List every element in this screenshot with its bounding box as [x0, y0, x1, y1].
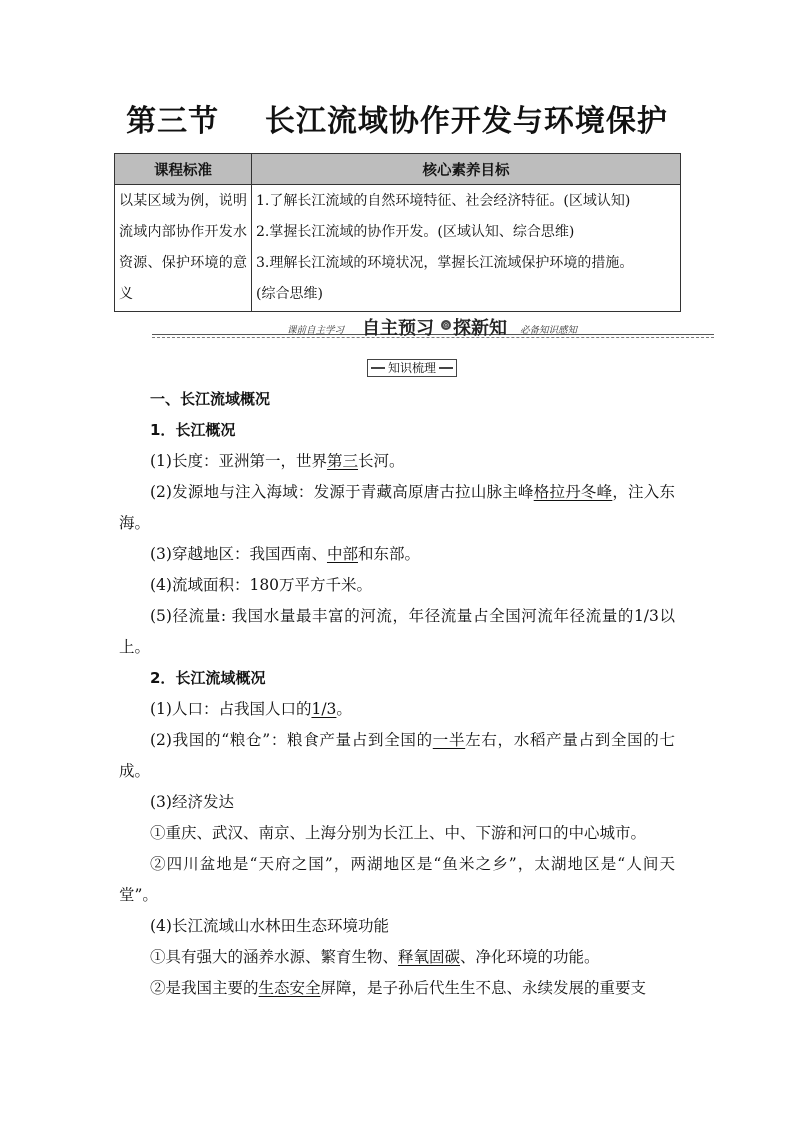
goal-item: (综合思维)	[256, 286, 323, 302]
goal-item: 3.理解长江流域的环境状况，掌握长江流域保护环境的措施。	[256, 255, 634, 271]
heading-1-1: 1．长江概况	[150, 421, 236, 439]
banner-left-caption: 课前自主学习	[287, 325, 345, 336]
table-header-standard: 课程标准	[115, 154, 252, 185]
answer-underline: 格拉丹冬峰	[533, 483, 613, 501]
circle-arrow-icon: ◎	[442, 321, 450, 329]
table-header-goals: 核心素养目标	[252, 154, 681, 185]
paragraph: ①重庆、武汉、南京、上海分别为长江上、中、下游和河口的中心城市。	[150, 824, 647, 842]
paragraph: (4)长江流域山水林田生态环境功能	[150, 917, 389, 935]
answer-underline: 1/3	[311, 700, 337, 718]
goals-cell	[252, 185, 681, 312]
answer-underline: 释氧固碳	[398, 948, 461, 966]
heading-1: 一、长江流域概况	[150, 390, 271, 408]
paragraph: ①具有强大的涵养水源、繁育生物、释氧固碳、净化环境的功能。	[150, 948, 600, 966]
page-title	[0, 96, 794, 140]
knowledge-tag-label: 知识梳理	[387, 361, 436, 375]
paragraph: ②四川盆地是“天府之国”，两湖地区是“鱼米之乡”，太湖地区是“人间天堂”。	[119, 855, 675, 904]
answer-underline: 一半	[432, 731, 466, 749]
paragraph: (3)穿越地区：我国西南、中部和东部。	[150, 545, 420, 563]
paragraph: (2)我国的“粮仓”：粮食产量占到全国的一半左右，水稻产量占到全国的七成。	[119, 731, 675, 780]
standards-table	[114, 153, 681, 312]
section-banner	[152, 314, 714, 338]
paragraph: (3)经济发达	[150, 793, 234, 811]
knowledge-tag	[367, 359, 457, 377]
answer-underline: 第三	[326, 452, 358, 470]
banner-main-title: 自主预习	[362, 318, 434, 339]
paragraph: (2)发源地与注入海域：发源于青藏高原唐古拉山脉主峰格拉丹冬峰，注入东海。	[119, 483, 675, 532]
goal-item: 1.了解长江流域的自然环境特征、社会经济特征。(区域认知)	[256, 193, 631, 209]
standard-cell: 以某区域为例，说明流域内部协作开发水资源、保护环境的意义	[115, 185, 252, 312]
banner-right-caption: 必备知识感知	[520, 325, 578, 336]
section-name: 长江流域协作开发与环境保护	[264, 104, 668, 139]
paragraph: (4)流域面积：180万平方千米。	[150, 576, 373, 594]
paragraph: ②是我国主要的生态安全屏障，是子孙后代生生不息、永续发展的重要支	[150, 979, 647, 997]
answer-underline: 中部	[326, 545, 358, 563]
paragraph: (1)长度：亚洲第一，世界第三长河。	[150, 452, 405, 470]
heading-1-2: 2．长江流域概况	[150, 669, 266, 687]
banner-main-title-2: 探新知	[453, 318, 507, 339]
answer-underline: 生态安全	[258, 979, 321, 997]
goal-item: 2.掌握长江流域的协作开发。(区域认知、综合思维)	[256, 224, 575, 240]
section-number: 第三节	[126, 104, 220, 139]
paragraph: (5)径流量: 我国水量最丰富的河流，年径流量占全国河流年径流量的1/3以上。	[119, 607, 675, 656]
content-body	[119, 384, 675, 1004]
paragraph: (1)人口：占我国人口的1/3。	[150, 700, 352, 718]
